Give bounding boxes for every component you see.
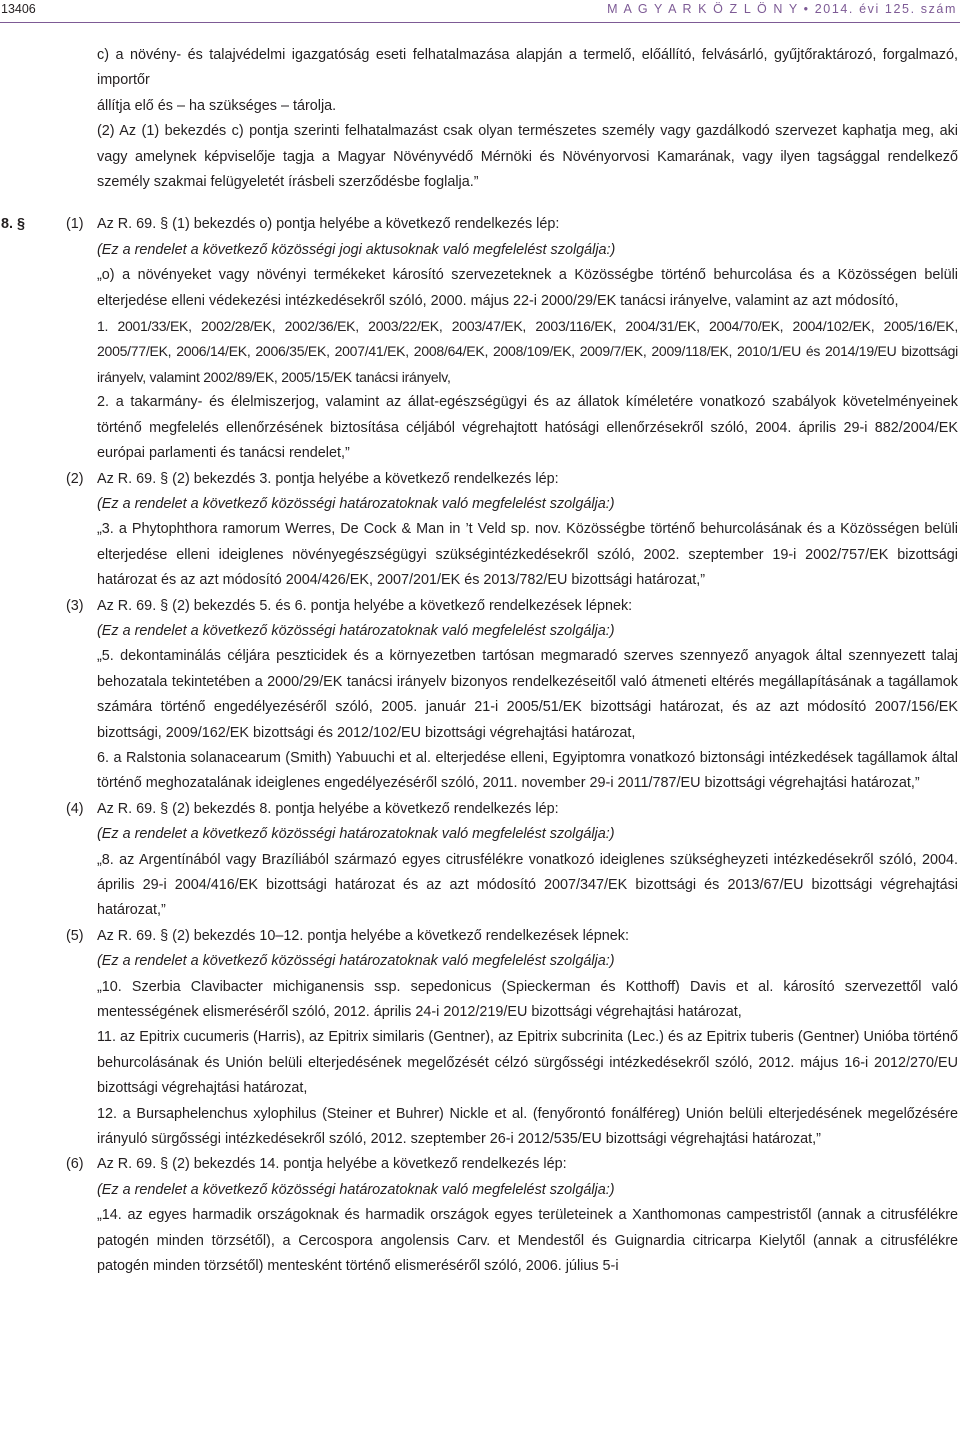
point-c-tail: állítja elő és – ha szükséges – tárolja.	[97, 97, 337, 114]
section-8-2	[0, 467, 960, 492]
point-c	[0, 43, 960, 119]
subsection-label: (3)	[66, 597, 84, 614]
eu-note: (Ez a rendelet a következő közösségi határozatoknak való megfelelést szolgálja:)	[97, 495, 615, 512]
item-8: „8. az Argentínából vagy Brazíliából származó egyes citrusfélékre vonatkozó ideiglenes szükségheyzeti intézkedésekről szóló, 2004. április 29-i 2004/416/EK bizottsági határozat és az azt módosító 2007/347/EK bizottsági és 2013/67/EU bizottsági végrehajtási határozat,”	[97, 851, 958, 919]
document-body	[0, 43, 960, 1280]
section-8-4	[0, 797, 960, 822]
item-10: „10. Szerbia Clavibacter michiganensis ssp. sepedonicus (Spieckerman és Kotthoff) Davis et al. károsító szervezettől való mentességének elismeréséről szóló, 2012. április 24-i 2012/219/EU bizottsági végrehajtási határozat,	[97, 978, 958, 1021]
item-14: „14. az egyes harmadik országoknak és harmadik országok egyes területeinek a Xanthomonas campestristől (annak a citrusfélékre patogén minden törzsétől), a Cercospora angolensis Carv. et Mendestől és Guignardia citricarpa Kielytől (annak a citrusfélékre patogén minden törzsétől) mentesként történő elismeréséről szóló, 2006. július 5-i	[97, 1207, 958, 1275]
section-8-5	[0, 924, 960, 949]
eu-note: (Ez a rendelet a következő közösségi jogi aktusoknak való megfelelést szolgálja:)	[97, 241, 616, 258]
eu-note: (Ez a rendelet a következő közösségi határozatoknak való megfelelést szolgálja:)	[97, 826, 615, 843]
subsection-label: (2)	[66, 470, 84, 487]
journal-title: M A G Y A R K Ö Z L Ö N Y • 2014. évi 125. szám	[607, 2, 957, 16]
eu-note: (Ez a rendelet a következő közösségi határozatoknak való megfelelést szolgálja:)	[97, 622, 615, 639]
item-12: 12. a Bursaphelenchus xylophilus (Steiner et Buhrer) Nickle et al. (fenyőrontó fonálféreg) Unión belüli elterjedésének megelőzésére irányuló sürgősségi intézkedésekről szóló, 2012. szeptember 26-i 2012/535/EU bizottsági végrehajtási határozat,”	[97, 1105, 958, 1148]
item-2: 2. a takarmány- és élelmiszerjog, valamint az állat-egészségügyi és az állatok kíméletére vonatkozó szabályok követelményeinek történő megfelelés ellenőrzésének biztosítása céljából végrehajtott hatósági ellenőrzésekről szóló, 2004. április 29-i 882/2004/EK európai parlamenti és tanácsi rendelet,”	[97, 394, 958, 462]
subsection-label: (4)	[66, 800, 84, 817]
page-number: 13406	[1, 2, 36, 16]
item-11: 11. az Epitrix cucumeris (Harris), az Epitrix similaris (Gentner), az Epitrix subcrinita (Lec.) és az Epitrix tuberis (Gentner) Unióba történő behurcolásának és Unión belüli elterjedésének megelőzését célzó sürgősségi intézkedésekről szóló, 2012. május 16-i 2012/270/EU bizottsági végrehajtási határozat,	[97, 1029, 958, 1097]
section-8-6	[0, 1152, 960, 1177]
subsection-intro: Az R. 69. § (2) bekezdés 3. pontja helyébe a következő rendelkezés lép:	[97, 470, 559, 487]
point-c-text: c) a növény- és talajvédelmi igazgatóság eseti felhatalmazása alapján a termelő, előállító, felvásárló, gyűjtőraktározó, forgalmazó, importőr	[97, 47, 958, 89]
eu-note: (Ez a rendelet a következő közösségi határozatoknak való megfelelést szolgálja:)	[97, 1181, 615, 1198]
subsection-intro: Az R. 69. § (2) bekezdés 5. és 6. pontja helyébe a következő rendelkezések lépnek:	[97, 597, 633, 614]
section-8-1	[0, 212, 960, 237]
subsection-intro: Az R. 69. § (2) bekezdés 10–12. pontja helyébe a következő rendelkezések lépnek:	[97, 927, 629, 944]
subsection-intro: Az R. 69. § (2) bekezdés 14. pontja helyébe a következő rendelkezés lép:	[97, 1156, 567, 1173]
section-8-3	[0, 594, 960, 619]
eu-note: (Ez a rendelet a következő közösségi határozatoknak való megfelelést szolgálja:)	[97, 953, 615, 970]
item-1: 1. 2001/33/EK, 2002/28/EK, 2002/36/EK, 2003/22/EK, 2003/47/EK, 2003/116/EK, 2004/31/EK, 2004/70/EK, 2004/102/EK, 2005/16/EK, 2005/77/EK, 2006/14/EK, 2006/35/EK, 2007/41/EK, 2008/64/EK, 2008/109/EK, 2009/7/EK, 2009/118/EK, 2010/1/EU és 2014/19/EU bizottsági irányelv, valamint 2002/89/EK, 2005/15/EK tanácsi irányelv,	[97, 318, 958, 385]
subsection-intro: Az R. 69. § (2) bekezdés 8. pontja helyébe a következő rendelkezés lép:	[97, 800, 559, 817]
item-3: „3. a Phytophthora ramorum Werres, De Cock & Man in ’t Veld sp. nov. Közösségbe történő behurcolásának és a Közösségen belüli elterjedése elleni ideiglenes növényegészségügyi szükségintézkedésekről szóló, 2002. szeptember 19-i 2002/757/EK bizottsági határozat és az azt módosító 2004/426/EK, 2007/201/EK és 2013/782/EU bizottsági határozat,”	[97, 521, 958, 589]
item-5: „5. dekontaminálás céljára peszticidek és a környezetben tartósan megmaradó szerves szennyező anyagok által szennyezett talaj behozatala tekintetében a 2000/29/EK tanácsi irányelv bizonyos rendelkezéseitől való átmeneti eltérés megállapításának a tagállamok számára történő engedélyezéséről szóló, 2005. január 21-i 2005/51/EK bizottsági határozat, és az azt módosító 2007/156/EK bizottsági, 2009/162/EK bizottsági és 2012/102/EU bizottsági végrehajtási határozat,	[97, 648, 958, 741]
subsection-label: (1)	[66, 216, 84, 233]
item-6: 6. a Ralstonia solanacearum (Smith) Yabuuchi et al. elterjedése elleni, Egyiptomra vonatkozó biztonsági intézkedések tagállamok által történő meghozatalának ideiglenes engedélyezéséről szóló, 2011. november 29-i 2011/787/EU bizottsági végrehajtási határozat,”	[97, 749, 958, 792]
paragraph-2: (2) Az (1) bekezdés c) pontja szerinti felhatalmazást csak olyan természetes személy vagy gazdálkodó szervezet kaphatja meg, aki vagy amelynek képviselője tagja a Magyar Növényvédő Mérnöki és Növényorvosi Kamarának, vagy ilyen tagsággal rendelkező személy szakmai felügyeletét írásbeli szerződésbe foglalja.”	[97, 123, 958, 191]
subsection-intro: Az R. 69. § (1) bekezdés o) pontja helyébe a következő rendelkezés lép:	[97, 216, 560, 233]
subsection-label: (6)	[66, 1156, 84, 1173]
page-header	[0, 0, 960, 24]
point-o: „o) a növényeket vagy növényi termékeket károsító szervezeteknek a Közösségbe történő behurcolása és a Közösségen belüli elterjedése elleni védekezési intézkedésekről szóló, 2000. május 22-i 2000/29/EK tanácsi irányelve, valamint az azt módosító,	[97, 267, 958, 309]
subsection-label: (5)	[66, 927, 84, 944]
section-number: 8. §	[1, 216, 26, 233]
header-rule	[0, 22, 960, 23]
